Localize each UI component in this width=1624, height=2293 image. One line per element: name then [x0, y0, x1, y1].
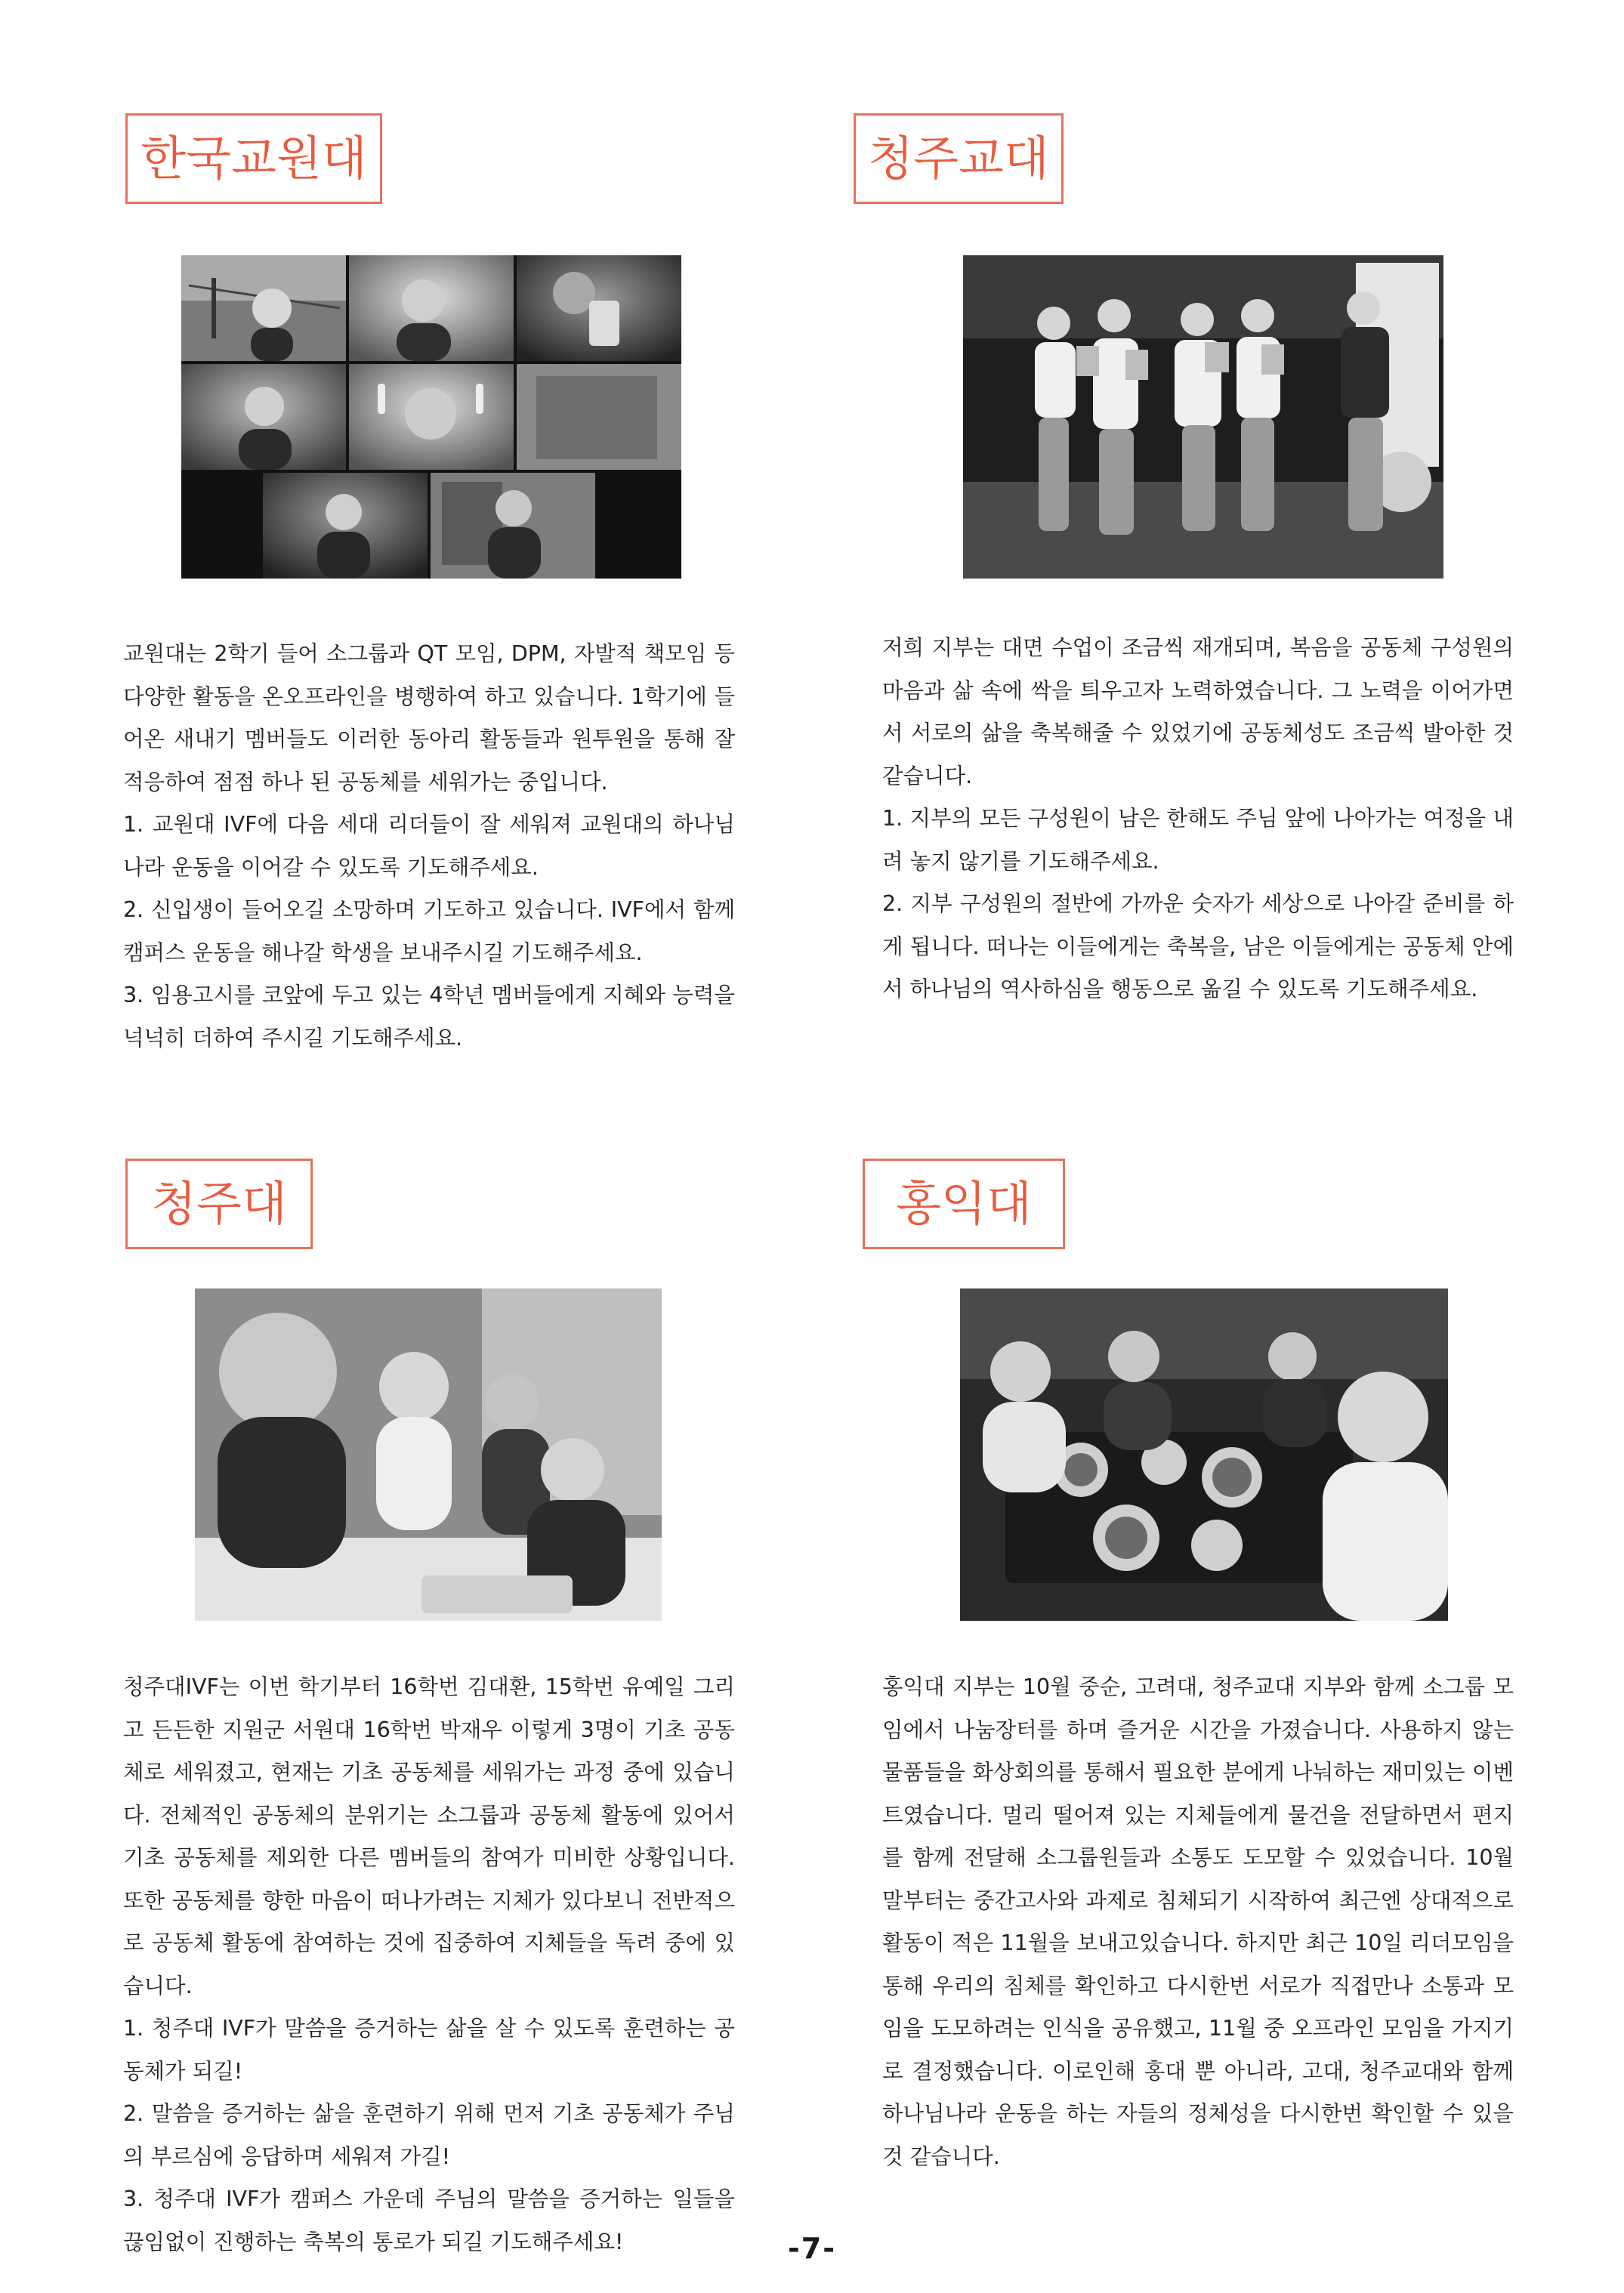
photo-hongik-meal [960, 1288, 1448, 1621]
section-text-cju [123, 1666, 735, 2264]
video-call-grid-graphic [181, 255, 681, 579]
prayer-item: 1. 청주대 IVF가 말씀을 증거하는 삶을 살 수 있도록 훈련하는 공동체가 되길! [123, 2016, 735, 2084]
paragraph: 홍익대 지부는 10월 중순, 고려대, 청주교대 지부와 함께 소그룹 모임에서 나눔장터를 하며 즐거운 시간을 가졌습니다. 사용하지 않는 물품들을 화상회의를 통해서 필요한 분에게 나눠하는 재미있는 이벤트였습니다. 멀리 떨어져 있는 지체들에게 물건을 전달하면서 편지를 함께 전달해 소그룹원들과 소통도 도모할 수 있었습니다. 10월 말부터는 중간고사와 과제로 침체되기 시작하여 최근엔 상대적으로 활동이 적은 11월을 보내고있습니다. 하지만 최근 10일 리더모임을 통해 우리의 침체를 확인하고 다시한번 서로가 직접만나 소통과 모임을 도모하려는 인식을 공유했고, 11월 중 오프라인 모임을 가지기로 결정했습니다. 이로인해 홍대 뿐 아니라, 고대, 청주교대와 함께 하나님나라 운동을 하는 자들의 정체성을 다시한번 확인할 수 있을 것 같습니다. [882, 1674, 1514, 2169]
section-text-cnue [882, 627, 1514, 1011]
section-title-hongik: 홍익대 [863, 1159, 1065, 1249]
paragraph: 청주대IVF는 이번 학기부터 16학번 김대환, 15학번 유예일 그리고 든든한 지원군 서원대 16학번 박재우 이렇게 3명이 기초 공동체로 세워졌고, 현재는 기초 공동체를 세워가는 과정 중에 있습니다. 전체적인 공동체의 분위기는 소그룹과 공동체 활동에 있어서 기초 공동체를 제외한 다른 멤버들의 참여가 미비한 상황입니다. 또한 공동체를 향한 마음이 떠나가려는 지체가 있다보니 전반적으로 공동체 활동에 참여하는 것에 집중하여 지체들을 독려 중에 있습니다. [123, 1674, 735, 1998]
selfie-photo-graphic [195, 1288, 662, 1621]
prayer-item: 3. 임용고시를 코앞에 두고 있는 4학년 멤버들에게 지혜와 능력을 넉넉히 더하여 주시길 기도해주세요. [123, 983, 735, 1051]
section-title-knue: 한국교원대 [125, 113, 382, 204]
prayer-item: 2. 말씀을 증거하는 삶을 훈련하기 위해 먼저 기초 공동체가 주님의 부르심에 응답하며 세워져 가길! [123, 2101, 735, 2169]
photo-knue-video-call [181, 255, 681, 579]
page-number: -7- [788, 2232, 836, 2265]
photo-cju-selfie [195, 1288, 662, 1621]
prayer-item: 3. 청주대 IVF가 캠퍼스 가운데 주님의 말씀을 증거하는 일들을 끊임없이 진행하는 축복의 통로가 되길 기도해주세요! [123, 2187, 735, 2254]
section-title-cju: 청주대 [125, 1159, 313, 1249]
photo-cnue-group [963, 255, 1443, 579]
prayer-item: 1. 지부의 모든 구성원이 남은 한해도 주님 앞에 나아가는 여정을 내려 놓지 않기를 기도해주세요. [882, 806, 1514, 874]
section-text-knue [123, 633, 735, 1060]
prayer-item: 2. 지부 구성원의 절반에 가까운 숫자가 세상으로 나아갈 준비를 하게 됩니다. 떠나는 이들에게는 축복을, 남은 이들에게는 공동체 안에서 하나님의 역사하심을 행동으로 옮길 수 있도록 기도해주세요. [882, 891, 1514, 1001]
paragraph: 저희 지부는 대면 수업이 조금씩 재개되며, 복음을 공동체 구성원의 마음과 삶 속에 싹을 틔우고자 노력하였습니다. 그 노력을 이어가면서 서로의 삶을 축복해줄 수 있었기에 공동체성도 조금씩 발아한 것 같습니다. [882, 635, 1514, 789]
prayer-item: 2. 신입생이 들어오길 소망하며 기도하고 있습니다. IVF에서 함께 캠퍼스 운동을 해나갈 학생을 보내주시길 기도해주세요. [123, 897, 735, 965]
prayer-item: 1. 교원대 IVF에 다음 세대 리더들이 잘 세워져 교원대의 하나님 나라 운동을 이어갈 수 있도록 기도해주세요. [123, 812, 735, 880]
group-photo-graphic [963, 255, 1443, 579]
meal-photo-graphic [960, 1288, 1448, 1621]
section-text-hongik [882, 1666, 1514, 2178]
paragraph: 교원대는 2학기 들어 소그룹과 QT 모임, DPM, 자발적 책모임 등 다양한 활동을 온오프라인을 병행하여 하고 있습니다. 1학기에 들어온 새내기 멤버들도 이러한 동아리 활동들과 원투원을 통해 잘 적응하여 점점 하나 된 공동체를 세워가는 중입니다. [123, 641, 735, 795]
section-title-cnue: 청주교대 [854, 113, 1064, 204]
